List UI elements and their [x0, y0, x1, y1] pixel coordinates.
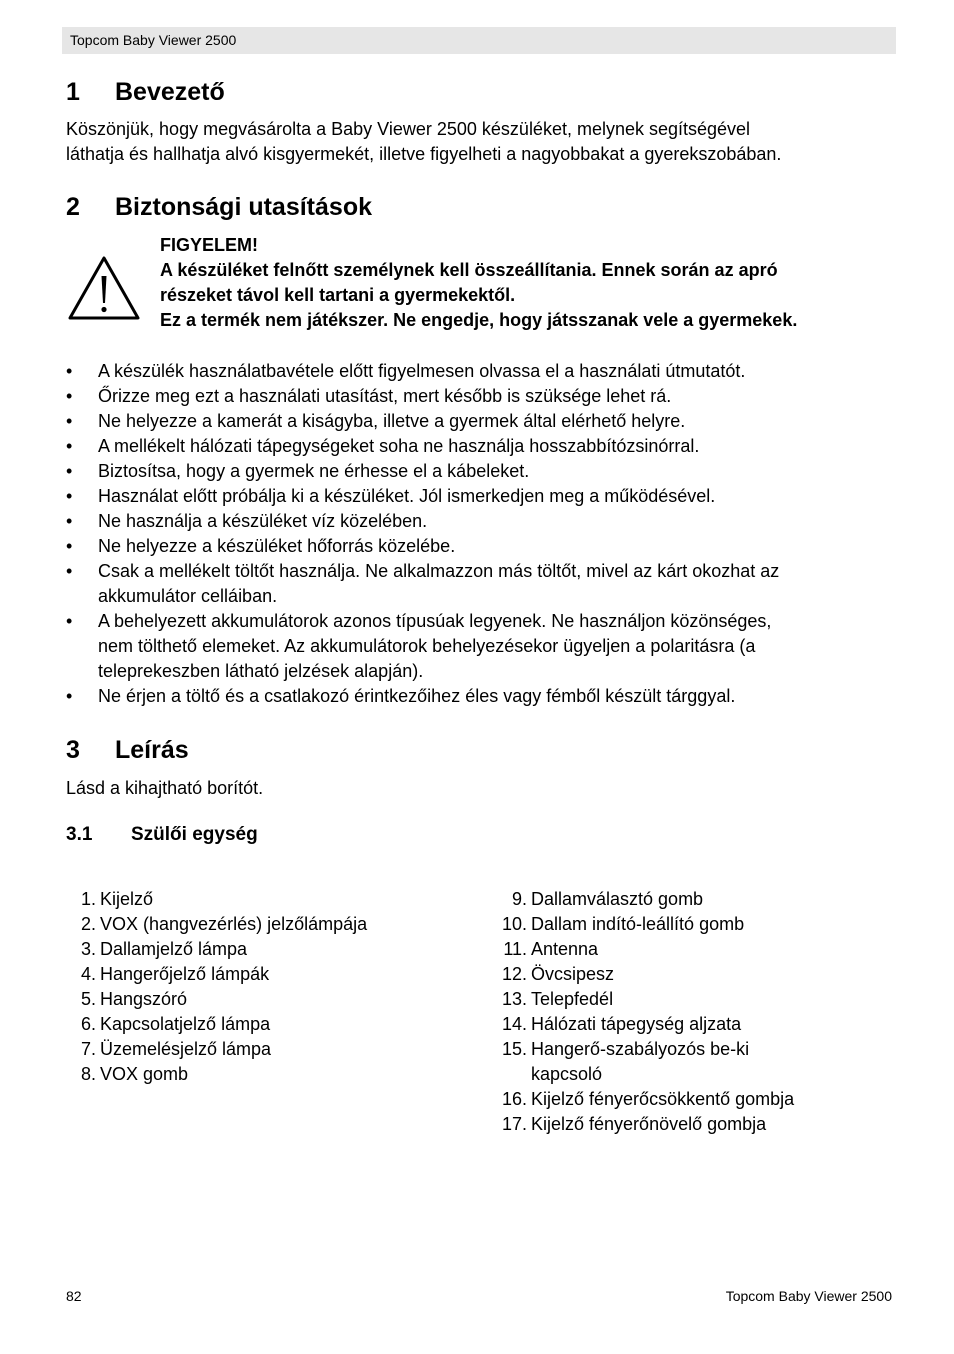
list-item	[499, 937, 859, 962]
parts-list-left	[68, 887, 468, 1087]
bullet-symbol: •	[66, 686, 73, 706]
list-item	[68, 1037, 468, 1062]
list-item	[68, 962, 468, 987]
bullet-symbol: •	[66, 561, 73, 581]
bullet-symbol: •	[66, 411, 73, 431]
list-item-label: VOX gomb	[100, 1064, 189, 1084]
section-3-1-heading	[66, 824, 258, 846]
list-item	[499, 1112, 859, 1137]
section-1-title: Bevezető	[115, 78, 225, 106]
bullet-text-line: Csak a mellékelt töltőt használja. Ne alkalmazzon más töltőt, mivel az kárt okozhat az	[98, 561, 780, 581]
list-item-label: Hangerő-szabályozós be-ki	[531, 1039, 750, 1059]
list-item-label: Hálózati tápegység aljzata	[531, 1014, 742, 1034]
bullet-text-line: akkumulátor celláiban.	[98, 586, 278, 606]
list-item	[68, 987, 468, 1012]
bullet-item	[66, 384, 886, 409]
list-item-number: 6.	[80, 1014, 96, 1034]
bullet-item	[66, 359, 886, 384]
list-item-number: 16.	[501, 1089, 527, 1109]
section-3-1-title: Szülői egység	[131, 824, 258, 845]
list-item-label: Kijelző	[100, 889, 154, 909]
list-item	[68, 937, 468, 962]
list-item	[499, 1037, 859, 1087]
section-3-text: Lásd a kihajtható borítót.	[66, 778, 264, 798]
list-item-number: 17.	[501, 1114, 527, 1134]
page-number: 82	[66, 1288, 82, 1304]
section-3-1-number: 3.1	[66, 824, 93, 845]
list-item-label: Kijelző fényerőnövelő gombja	[531, 1114, 767, 1134]
section-1-paragraph	[66, 117, 781, 167]
list-item-label: Övcsipesz	[531, 964, 615, 984]
list-item	[68, 912, 468, 937]
list-item-number: 13.	[501, 989, 527, 1009]
bullet-symbol: •	[66, 486, 73, 506]
list-item	[499, 1012, 859, 1037]
text-line: láthatja és hallhatja alvó kisgyermekét, illetve figyelheti a nagyobbakat a gyerekszobában.	[66, 144, 782, 164]
section-2-title: Biztonsági utasítások	[115, 193, 372, 221]
list-item-label: Telepfedél	[531, 989, 614, 1009]
list-item-number: 8.	[80, 1064, 96, 1084]
footer-title: Topcom Baby Viewer 2500	[725, 1288, 892, 1304]
section-1-number: 1	[66, 78, 80, 106]
section-2-number: 2	[66, 193, 80, 221]
list-item-label: Dallamjelző lámpa	[100, 939, 248, 959]
bullet-text-line: A készülék használatbavétele előtt figyelmesen olvassa el a használati útmutatót.	[98, 361, 746, 381]
list-item-number: 11.	[503, 939, 527, 959]
list-item	[499, 1087, 859, 1112]
warning-text	[160, 233, 797, 333]
bullet-text-line: nem tölthető elemeket. Az akkumulátorok behelyezésekor ügyeljen a polaritásra (a	[98, 636, 756, 656]
list-item	[499, 887, 859, 912]
text-line: Köszönjük, hogy megvásárolta a Baby Viewer 2500 készüléket, melynek segítségével	[66, 119, 751, 139]
list-item	[68, 1062, 468, 1087]
bullet-text-line: A mellékelt hálózati tápegységeket soha ne használja hosszabbítózsinórral.	[98, 436, 700, 456]
bullet-text-line: A behelyezett akkumulátorok azonos típusúak legyenek. Ne használjon közönséges,	[98, 611, 772, 631]
section-3-heading	[66, 736, 189, 765]
list-item-number: 5.	[80, 989, 96, 1009]
list-item-label: Kijelző fényerőcsökkentő gombja	[531, 1089, 795, 1109]
bullet-symbol: •	[66, 461, 73, 481]
list-item	[499, 987, 859, 1012]
warning-line: FIGYELEM!	[160, 235, 258, 255]
bullet-text-line: Őrizze meg ezt a használati utasítást, mert később is szüksége lehet rá.	[98, 386, 672, 406]
bullet-text-line: Biztosítsa, hogy a gyermek ne érhesse el a kábeleket.	[98, 461, 530, 481]
bullet-text-line: Ne érjen a töltő és a csatlakozó érintkezőihez éles vagy fémből készült tárggyal.	[98, 686, 736, 706]
list-item-label: Hangerőjelző lámpák	[100, 964, 270, 984]
list-item	[499, 962, 859, 987]
parts-list-right	[499, 887, 859, 1137]
bullet-symbol: •	[66, 386, 73, 406]
bullet-item	[66, 609, 886, 684]
bullet-item	[66, 434, 886, 459]
list-item-number: 4.	[80, 964, 96, 984]
section-2-heading	[66, 193, 372, 222]
bullet-text-line: Ne helyezze a készüléket hőforrás közelébe.	[98, 536, 456, 556]
list-item	[499, 912, 859, 937]
header-title: Topcom Baby Viewer 2500	[70, 32, 237, 48]
bullet-text-line: Ne használja a készüléket víz közelében.	[98, 511, 428, 531]
page-header	[62, 27, 896, 54]
bullet-item	[66, 459, 886, 484]
warning-line: részeket távol kell tartani a gyermekektől.	[160, 285, 516, 305]
list-item-label: Antenna	[531, 939, 599, 959]
list-item-label: Kapcsolatjelző lámpa	[100, 1014, 271, 1034]
list-item-label: Hangszóró	[100, 989, 188, 1009]
list-item-number: 9.	[511, 889, 527, 909]
bullet-symbol: •	[66, 611, 73, 631]
warning-line: Ez a termék nem játékszer. Ne engedje, hogy játsszanak vele a gyermekek.	[160, 310, 798, 330]
bullet-item	[66, 534, 886, 559]
list-item-number: 2.	[80, 914, 96, 934]
warning-line: A készüléket felnőtt személynek kell összeállítania. Ennek során az apró	[160, 260, 778, 280]
list-item-label: kapcsoló	[531, 1064, 603, 1084]
list-item-number: 1.	[80, 889, 96, 909]
bullet-item	[66, 684, 886, 709]
list-item-label: Üzemelésjelző lámpa	[100, 1039, 272, 1059]
list-item-number: 10.	[501, 914, 527, 934]
list-item	[68, 887, 468, 912]
list-item	[68, 1012, 468, 1037]
list-item-number: 7.	[80, 1039, 96, 1059]
bullet-text-line: teleprekeszben látható jelzések alapján).	[98, 661, 424, 681]
list-item-number: 12.	[501, 964, 527, 984]
bullet-item	[66, 559, 886, 609]
bullet-text-line: Használat előtt próbálja ki a készüléket. Jól ismerkedjen meg a működésével.	[98, 486, 716, 506]
section-3-title: Leírás	[115, 736, 189, 764]
section-3-number: 3	[66, 736, 80, 764]
bullet-item	[66, 509, 886, 534]
safety-bullet-list	[66, 359, 886, 709]
bullet-symbol: •	[66, 536, 73, 556]
list-item-label: VOX (hangvezérlés) jelzőlámpája	[100, 914, 368, 934]
list-item-label: Dallamválasztó gomb	[531, 889, 704, 909]
bullet-text-line: Ne helyezze a kamerát a kiságyba, illetve a gyermek által elérhető helyre.	[98, 411, 686, 431]
warning-triangle-icon	[66, 254, 142, 322]
bullet-item	[66, 484, 886, 509]
list-item-label: Dallam indító-leállító gomb	[531, 914, 745, 934]
list-item-number: 15.	[501, 1039, 527, 1059]
list-item-number: 3.	[80, 939, 96, 959]
section-1-heading	[66, 78, 225, 107]
bullet-item	[66, 409, 886, 434]
bullet-symbol: •	[66, 511, 73, 531]
bullet-symbol: •	[66, 361, 73, 381]
bullet-symbol: •	[66, 436, 73, 456]
list-item-number: 14.	[501, 1014, 527, 1034]
